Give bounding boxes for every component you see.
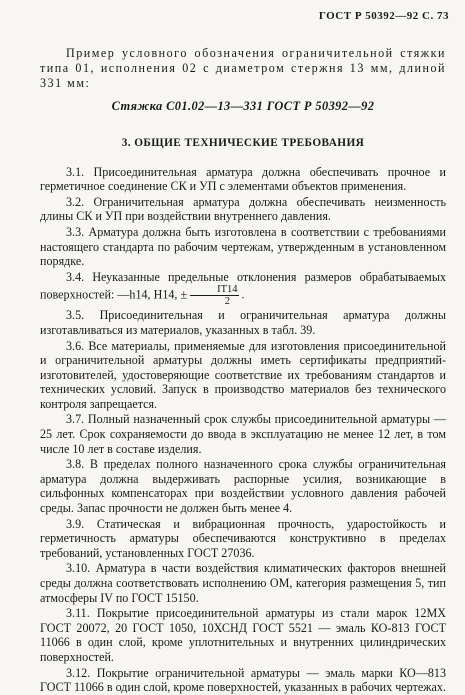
paragraph-3-11: 3.11. Покрытие присоединительной арматуры из стали марок 12МХ ГОСТ 20072, 20 ГОСТ 1050, 10ХСНД ГОСТ 5521 — эмаль КО-813 ГОСТ 11066 в один слой, кроме уплотнительных и внутренних цилиндрических поверхностей. bbox=[40, 606, 446, 664]
paragraph-3-9: 3.9. Статическая и вибрационная прочность, ударостойкость и герметичность арматуры обеспечиваются конструктивно в пределах требований, установленных ГОСТ 27036. bbox=[40, 516, 446, 560]
paragraph-3-10: 3.10. Арматура в части воздействия климатических факторов внешней среды должна соответствовать исполнению ОМ, категория размещения 5, тип атмосферы IV по ГОСТ 15150. bbox=[40, 561, 446, 605]
page-header: ГОСТ Р 50392—92 С. 73 bbox=[318, 10, 449, 22]
paragraph-3-12: 3.12. Покрытие ограничительной арматуры — эмаль марки КО—813 ГОСТ 11066 в один слой, кроме поверхностей, указанных в рабочих чертежах. bbox=[40, 665, 446, 695]
fraction-denominator: 2 bbox=[224, 296, 230, 308]
example-paragraph: Пример условного обозначения ограничительной стяжки типа 01, исполнения 02 с диаметром стержня 13 мм, длиной 331 мм: bbox=[40, 46, 446, 90]
paragraph-3-8: 3.8. В пределах полного назначенного срока службы ограничительная арматура должна выдерживать распорные усилия, возникающие в сильфонных компенсаторах при воздействии условного давления рабочей среды. Запас прочности не должен быть менее 4. bbox=[40, 457, 446, 516]
paragraph-3-4-text: 3.4. Неуказанные предельные отклонения размеров обрабатываемых поверхностей: —h14, H14, ± bbox=[40, 269, 446, 302]
section-title: 3. ОБЩИЕ ТЕХНИЧЕСКИЕ ТРЕБОВАНИЯ bbox=[121, 136, 365, 149]
paragraph-3-5: 3.5. Присоединительная и ограничительная арматура должны изготавливаться из материалов, указанных в табл. 39. bbox=[40, 308, 446, 337]
fraction-numerator: IT14 bbox=[190, 284, 238, 296]
paragraph-3-4-end: . bbox=[241, 287, 245, 302]
paragraph-3-7: 3.7. Полный назначенный срок службы присоединительной арматуры — 25 лет. Срок сохраняемости до ввода в эксплуатацию не менее 12 лет, в том числе 10 лет в составе изделия. bbox=[40, 412, 446, 456]
paragraph-3-6: 3.6. Все материалы, применяемые для изготовления присоединительной и ограничительной арматуры должны иметь сертификаты предприятий-изготовителей, удостоверяющие соответствие их требованиям стандартов и технических условий. Запуск в производство материалов без технического контроля запрещается. bbox=[40, 338, 446, 411]
page-content bbox=[40, 30, 446, 695]
paragraph-3-4 bbox=[40, 270, 446, 308]
paragraph-3-3: 3.3. Арматура должна быть изготовлена в соответствии с требованиями настоящего стандарта по рабочим чертежам, утвержденным в установленном порядке. bbox=[40, 224, 446, 269]
paragraph-3-2: 3.2. Ограничительная арматура должна обеспечивать неизменность длины СК и УП при воздействии внутреннего давления. bbox=[40, 194, 446, 224]
paragraph-3-1: 3.1. Присоединительная арматура должна обеспечивать прочное и герметичное соединение СК и УП с элементами объектов применения. bbox=[40, 164, 446, 194]
example-designation: Стяжка С01.02—13—331 ГОСТ Р 50392—92 bbox=[111, 99, 375, 114]
tolerance-fraction bbox=[190, 284, 238, 307]
